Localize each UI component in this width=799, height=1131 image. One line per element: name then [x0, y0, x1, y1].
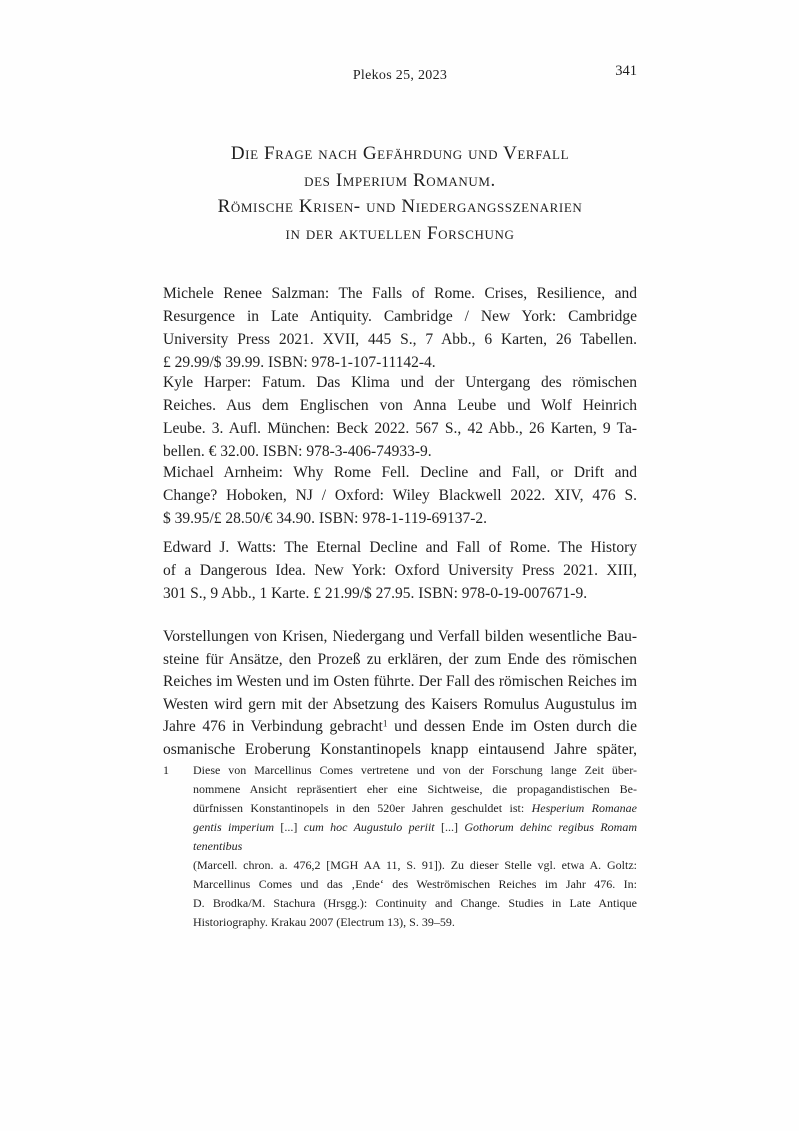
bibliography-line: $ 39.95/£ 28.50/€ 34.90. ISBN: 978-1-119-69137-2. [163, 510, 488, 527]
footnote-line: D. Brodka/M. Stachura (Hrsgg.): Continuity and Change. Studies in Late Antique [193, 896, 637, 910]
bibliography-line: Leube. 3. Aufl. München: Beck 2022. 567 S., 42 Abb., 26 Karten, 9 Ta- [163, 420, 637, 437]
footnote-line: gentis imperium [...] cum hoc Augustulo periit [...] Gothorum dehinc regibus Romam tenentibus [193, 820, 637, 853]
article-title [163, 141, 637, 247]
bibliography-entry-watts [163, 536, 637, 605]
bibliography-line: of a Dangerous Idea. New York: Oxford University Press 2021. XIII, [163, 562, 637, 579]
footnote-line: Historiography. Krakau 2007 (Electrum 13), S. 39–59. [193, 915, 455, 929]
bibliography-line: University Press 2021. XVII, 445 S., 7 Abb., 6 Karten, 26 Tabellen. [163, 331, 637, 348]
bibliography-entry-arnheim [163, 461, 637, 530]
footnote-marker: 1 [163, 763, 169, 777]
body-line: Jahre 476 in Verbindung gebracht$^1$ und dessen Ende im Osten durch die [163, 718, 637, 735]
body-line: Westen wird gern mit der Absetzung des Kaisers Romulus Augustulus im [163, 695, 637, 713]
footnote-line: Diese von Marcellinus Comes vertretene und von der Forschung lange Zeit über- [193, 763, 637, 777]
bibliography-entry-harper [163, 371, 637, 463]
bibliography-line: £ 29.99/$ 39.99. ISBN: 978-1-107-11142-4. [163, 354, 436, 371]
bibliography-line: 301 S., 9 Abb., 1 Karte. £ 21.99/$ 27.95. ISBN: 978-0-19-007671-9. [163, 585, 588, 602]
body-line: Vorstellungen von Krisen, Niedergang und Verfall bilden wesentliche Bau- [163, 628, 637, 645]
journal-title: Plekos 25, 2023 [352, 68, 448, 83]
body-line: Reiches im Westen und im Osten führte. Der Fall des römischen Reiches im [163, 673, 637, 690]
footnote-line: (Marcell. chron. a. 476,2 [MGH AA 11, S. 91]). Zu dieser Stelle vgl. etwa A. Goltz: [193, 858, 637, 872]
bibliography-line: Kyle Harper: Fatum. Das Klima und der Untergang des römischen [163, 374, 637, 391]
bibliography-line: Reiches. Aus dem Englischen von Anna Leube und Wolf Heinrich [163, 397, 637, 414]
running-header [163, 63, 637, 88]
bibliography-line: Edward J. Watts: The Eternal Decline and Fall of Rome. The History [163, 539, 637, 556]
article-title-line: Die Frage nach Gefährdung und Verfall [230, 143, 570, 164]
bibliography-entry-salzman [163, 282, 637, 374]
footnote-text [193, 761, 637, 932]
bibliography-line: Michael Arnheim: Why Rome Fell. Decline and Fall, or Drift and [163, 464, 637, 481]
footnote-line: dürfnissen Konstantinopels in den 520er Jahren geschuldet ist: Hesperium Romanae [193, 801, 637, 815]
article-title-line: Römische Krisen- und Niedergangsszenarien [217, 196, 583, 217]
page-number: 341 [615, 63, 637, 79]
footnote-line: nommene Ansicht repräsentiert eher eine Sichtweise, die propagandistischen Be- [193, 782, 637, 796]
bibliography-line: Change? Hoboken, NJ / Oxford: Wiley Blackwell 2022. XIV, 476 S. [163, 487, 637, 504]
footnote-reference: 1 [382, 719, 388, 730]
bibliography-line: bellen. € 32.00. ISBN: 978-3-406-74933-9. [163, 443, 432, 460]
footnote-line: Marcellinus Comes und das ‚Ende‘ des Weströmischen Reiches im Jahr 476. In: [193, 877, 637, 891]
article-title-line: des Imperium Romanum. [304, 169, 496, 191]
body-paragraph [163, 626, 637, 761]
body-line: steine für Ansätze, den Prozeß zu erklären, der zum Ende des römischen [163, 650, 637, 668]
footnote [163, 761, 637, 932]
bibliography-line: Michele Renee Salzman: The Falls of Rome. Crises, Resilience, and [163, 285, 637, 302]
article-title-line: in der aktuellen Forschung [285, 222, 515, 244]
bibliography-line: Resurgence in Late Antiquity. Cambridge / New York: Cambridge [163, 308, 637, 325]
body-line: osmanische Eroberung Konstantinopels knapp eintausend Jahre später, [163, 740, 637, 758]
